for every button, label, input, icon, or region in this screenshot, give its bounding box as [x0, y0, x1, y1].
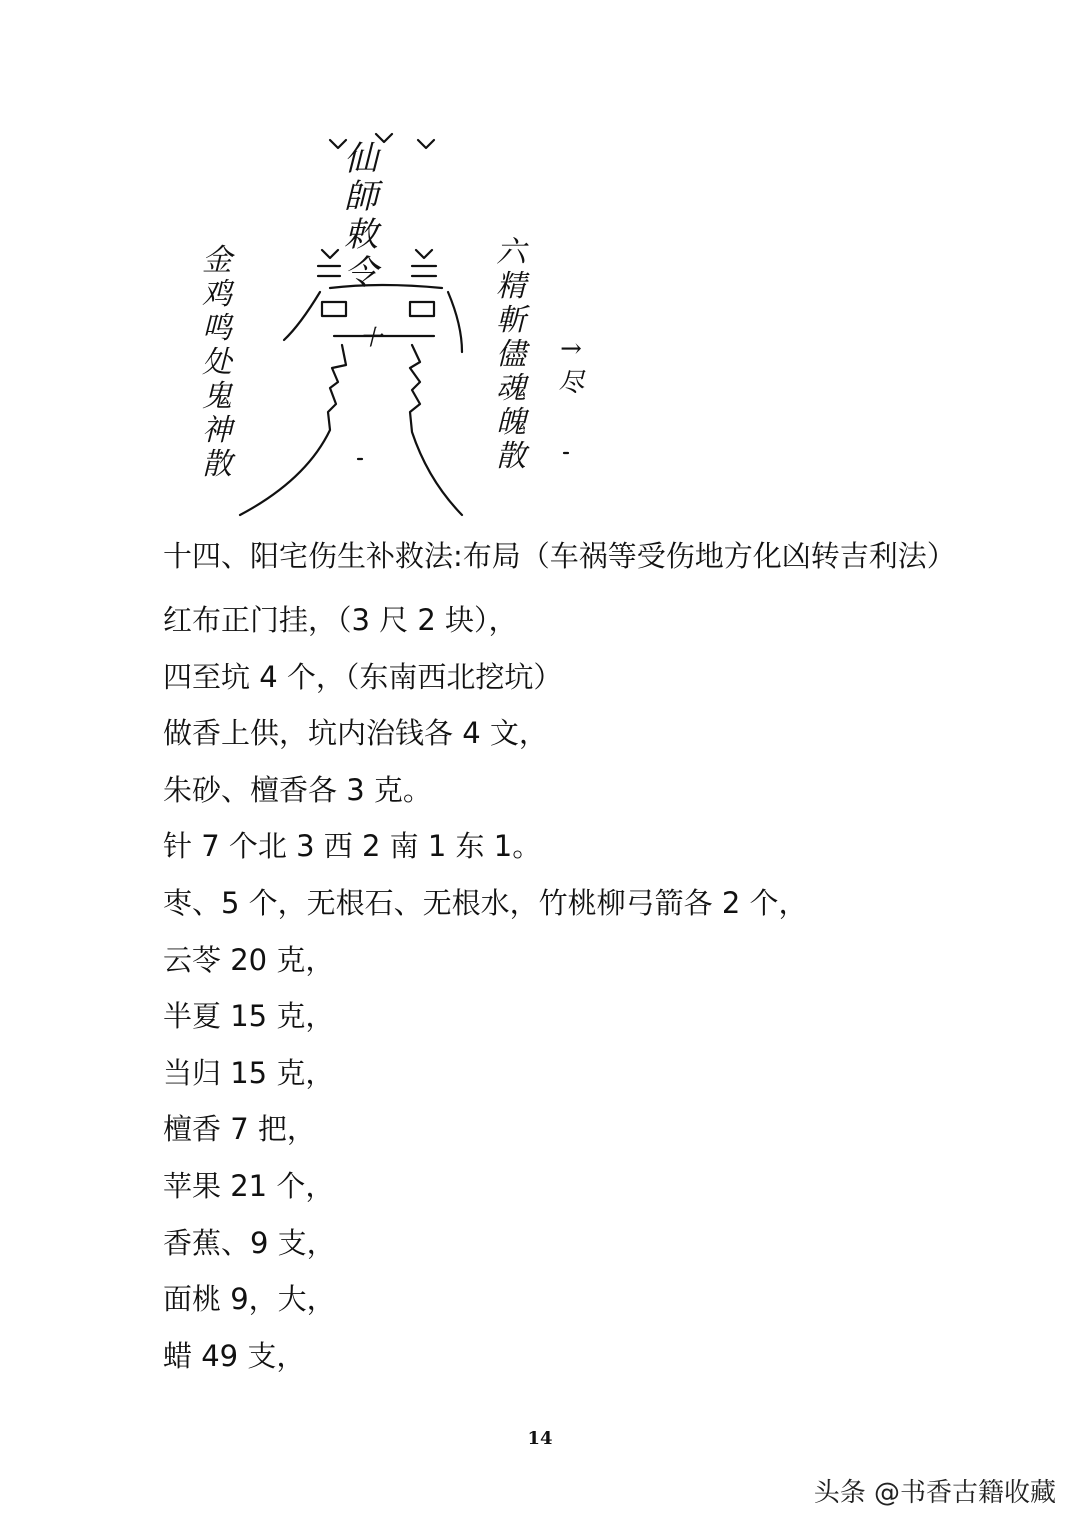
talisman-drawing [180, 120, 640, 520]
talisman-strokes [180, 120, 640, 520]
talisman-center-text: 仙師敕令 [344, 139, 378, 293]
page-number: 14 [527, 1428, 553, 1449]
content-line: 云苓 20 克， [163, 942, 335, 977]
content-line: 枣、5 个，无根石、无根水，竹桃柳弓箭各 2 个， [163, 885, 808, 920]
content-line: 苹果 21 个， [163, 1168, 335, 1203]
content-line: 蜡 49 支， [163, 1338, 306, 1373]
watermark-text: 头条 @书香古籍收藏 [813, 1478, 1056, 1508]
talisman-right-text: 六精斬儘魂魄散 [496, 235, 526, 474]
content-line: 针 7 个北 3 西 2 南 1 东 1。 [163, 829, 542, 864]
content-line: 朱砂、檀香各 3 克。 [163, 772, 432, 807]
content-lines [163, 592, 808, 1384]
content-line: 当归 15 克， [163, 1055, 335, 1090]
content-line: 做香上供，坑内治钱各 4 文， [163, 716, 548, 751]
content-line: 檀香 7 把， [163, 1112, 316, 1147]
content-line: 红布正门挂，（3 尺 2 块）， [163, 603, 518, 637]
content-line: 香蕉、9 支， [163, 1225, 336, 1260]
content-line: 面桃 9，大， [163, 1282, 336, 1317]
content-line: 半夏 15 克， [163, 999, 335, 1034]
talisman-left-text: 金鸡鸣处鬼神散 [202, 243, 232, 482]
section-heading: 十四、阳宅伤生补救法:布局（车祸等受伤地方化凶转吉利法） [163, 539, 956, 573]
talisman-right-extra: →尽 [557, 334, 584, 398]
content-line: 四至坑 4 个，（东南西北挖坑） [163, 659, 563, 694]
talisman-inner-char: 十 [359, 326, 382, 351]
